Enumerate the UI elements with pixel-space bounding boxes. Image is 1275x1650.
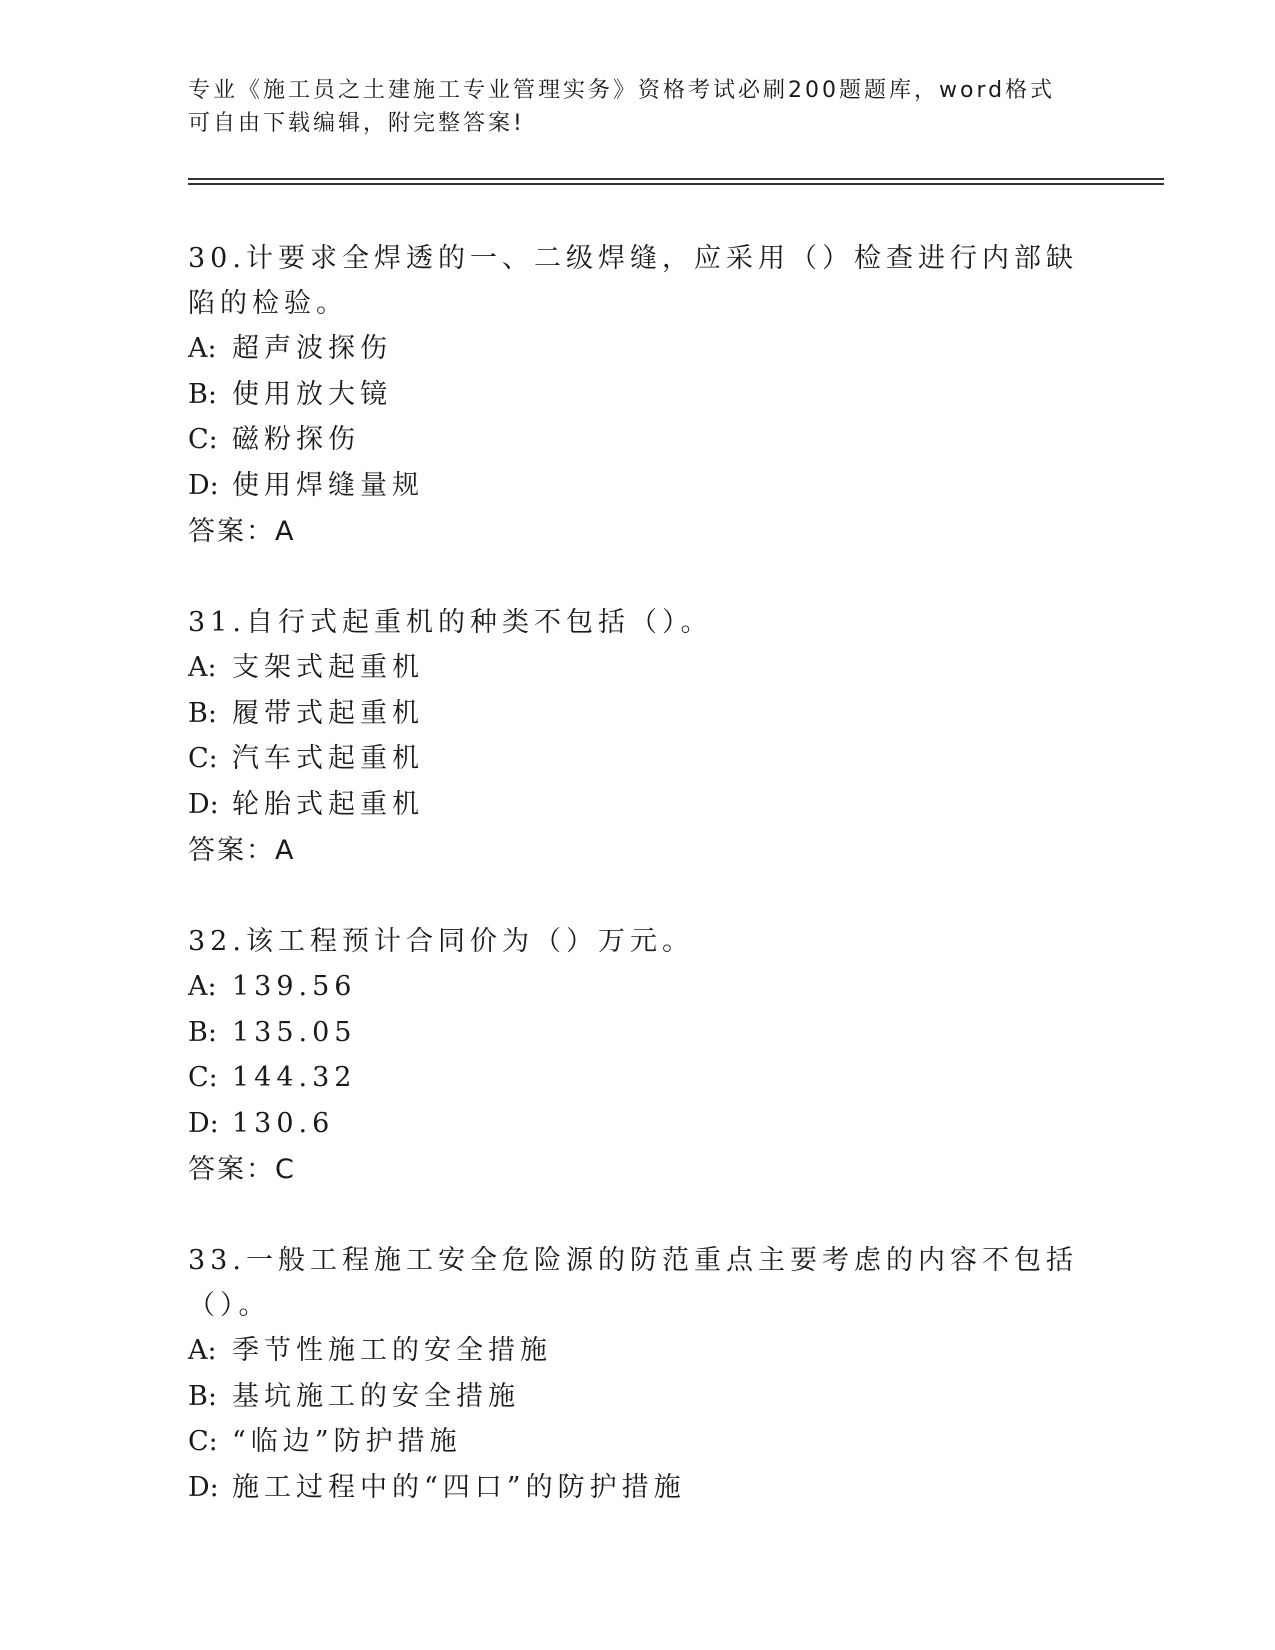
option-text: 超声波探伤 — [232, 333, 392, 364]
option-letter: B: — [188, 378, 217, 410]
option-text: 履带式起重机 — [232, 697, 424, 729]
option-letter: A: — [188, 971, 217, 1002]
option-text: 施工过程中的“四口”的防护措施 — [232, 1471, 686, 1503]
option-letter: D: — [188, 788, 219, 820]
option-a — [188, 964, 1088, 1010]
option-letter: C: — [188, 424, 218, 455]
option-letter: A: — [188, 1335, 217, 1366]
answer-line: 答案：A — [188, 835, 296, 866]
answer-line: 答案：A — [188, 516, 296, 547]
question-33 — [188, 1238, 1088, 1510]
option-text: 轮胎式起重机 — [232, 788, 424, 820]
option-text: 使用焊缝量规 — [232, 469, 424, 501]
option-letter: A: — [188, 652, 217, 683]
question-list — [188, 236, 1088, 1554]
option-a — [188, 645, 1088, 691]
option-d — [188, 782, 1088, 828]
option-text: 支架式起重机 — [232, 652, 424, 683]
option-letter: A: — [188, 333, 217, 364]
option-text: 基坑施工的安全措施 — [232, 1380, 520, 1412]
question-31 — [188, 600, 1088, 875]
option-c — [188, 1419, 1088, 1465]
option-text: 144.32 — [232, 1062, 357, 1093]
option-a — [188, 1328, 1088, 1374]
option-letter: D: — [188, 1471, 219, 1503]
option-text: 使用放大镜 — [232, 378, 392, 410]
option-d — [188, 1101, 1088, 1147]
option-letter: C: — [188, 1062, 218, 1093]
answer-line: 答案：C — [188, 1154, 296, 1185]
option-letter: D: — [188, 469, 219, 501]
question-30 — [188, 236, 1088, 556]
option-text: “临边”防护措施 — [232, 1426, 462, 1457]
option-b — [188, 1374, 1088, 1420]
option-letter: C: — [188, 1426, 218, 1457]
option-letter: B: — [188, 1016, 217, 1048]
option-c — [188, 736, 1088, 782]
option-text: 139.56 — [232, 971, 357, 1002]
option-a — [188, 326, 1088, 372]
header-rule-top — [188, 178, 1164, 180]
question-stem: 33.一般工程施工安全危险源的防范重点主要考虑的内容不包括（）。 — [188, 1245, 1078, 1321]
option-text: 季节性施工的安全措施 — [232, 1335, 552, 1366]
option-b — [188, 1010, 1088, 1056]
header-rule-bottom — [188, 183, 1164, 185]
option-b — [188, 691, 1088, 737]
option-c — [188, 417, 1088, 463]
document-header: 专业《施工员之土建施工专业管理实务》资格考试必刷200题题库，word格式可自由下载编辑，附完整答案! — [188, 78, 1056, 136]
option-letter: B: — [188, 697, 217, 729]
option-text: 135.05 — [232, 1016, 357, 1048]
question-stem: 31.自行式起重机的种类不包括（）。 — [188, 607, 713, 638]
option-text: 130.6 — [232, 1107, 335, 1139]
question-32 — [188, 919, 1088, 1194]
option-letter: D: — [188, 1107, 219, 1139]
option-letter: C: — [188, 743, 218, 774]
option-b — [188, 372, 1088, 418]
option-c — [188, 1055, 1088, 1101]
option-d — [188, 463, 1088, 509]
option-d — [188, 1465, 1088, 1511]
option-letter: B: — [188, 1380, 217, 1412]
option-text: 汽车式起重机 — [232, 743, 424, 774]
question-stem: 32.该工程预计合同价为（）万元。 — [188, 926, 694, 957]
question-stem: 30.计要求全焊透的一、二级焊缝，应采用（）检查进行内部缺陷的检验。 — [188, 243, 1078, 319]
option-text: 磁粉探伤 — [232, 424, 360, 455]
